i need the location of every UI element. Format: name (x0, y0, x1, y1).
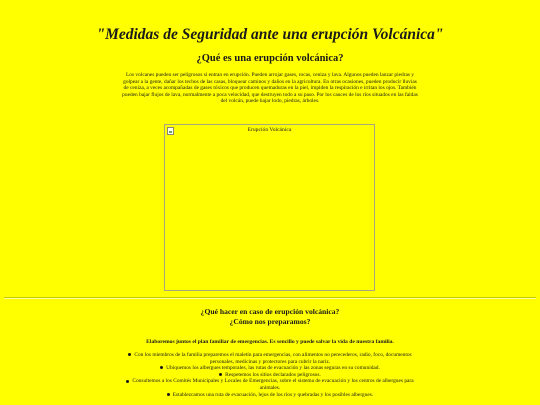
list-item-text: Ubiquemos los albergues temporales, las rutas de evacuación y las zonas seguras en su comunidad. (166, 365, 380, 372)
list-item (120, 378, 420, 391)
list-item (120, 352, 420, 365)
page-title: "Medidas de Seguridad ante una erupción Volcánica" (96, 26, 444, 43)
list-item (120, 372, 420, 379)
list-item-text: Con los miembros de la familia preparemos el maletín para emergencias, con alimentos no perecederos, radio, foco, documentos personales, medicinas y protectores para cubrir la nariz. (134, 352, 412, 365)
list-item-text: Establezcamos una ruta de evacuación, lejos de los ríos y quebradas y los posibles albergues. (172, 391, 374, 398)
page-subtitle: ¿Qué es una erupción volcánica? (196, 53, 344, 64)
bullet-icon (219, 373, 222, 376)
bullet-icon (128, 353, 131, 356)
bullet-icon (126, 380, 129, 383)
horizontal-divider (4, 297, 536, 299)
family-plan-intro: Elaboremos juntos el plan familiar de emergencias. Es sencillo y puede salvar la vida de nuestra familia. (146, 339, 394, 345)
intro-paragraph: Los volcanes pueden ser peligrosos si entran en erupción. Pueden arrojar gases, rocas, ceniza y lava. Algunos pueden lanzar piedras y golpear a la gente, dañar los techos de las casas, bloquear caminos y daños en la agricultura. En otras ocasiones, pueden producir lluvias de ceniza, a veces acompañadas de gases tóxicos que producen quemaduras en la piel, impiden la respiración e irritan los ojos. También pueden bajar flujos de lava, normalmente a poca velocidad, que destruyen todo a su paso. Por los cauces de los ríos situados en las faldas del volcán, puede bajar lodo, piedras, árboles. (122, 72, 418, 105)
bullet-icon (160, 366, 163, 369)
bullet-icon (167, 393, 170, 396)
preparation-list (120, 352, 420, 398)
list-item-text: Consultemos a los Comités Municipales y Locales de Emergencias, sobre el sistema de evacuación y los centros de albergues para animales. (132, 378, 414, 391)
section-question-how-to-prepare: ¿Cómo nos preparamos? (229, 317, 311, 326)
section-question-what-to-do: ¿Qué hacer en caso de erupción volcánica? (200, 307, 340, 316)
list-item (120, 365, 420, 372)
list-item-text: Respetemos los sitios declarados peligrosos. (225, 371, 321, 378)
list-item (120, 392, 420, 399)
eruption-image (164, 124, 375, 291)
image-alt-text: Erupción Volcánica (247, 127, 292, 133)
